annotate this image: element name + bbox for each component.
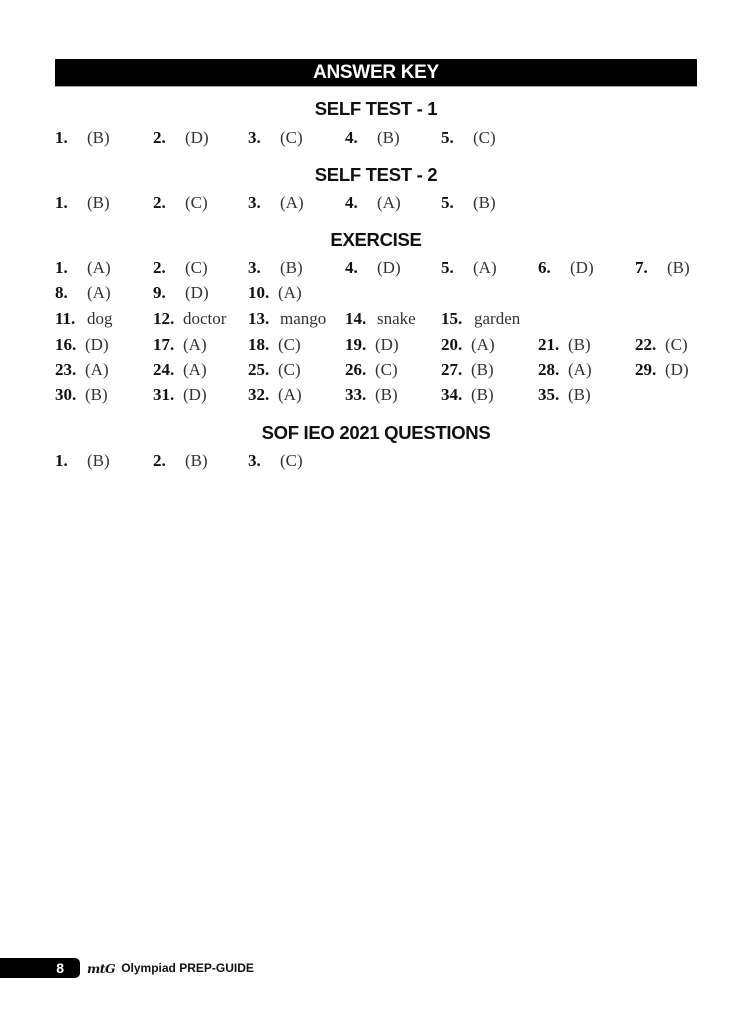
question-number: 21. xyxy=(538,335,560,354)
question-number: 4. xyxy=(345,193,358,212)
answer-item xyxy=(248,282,302,304)
question-number: 9. xyxy=(153,283,166,302)
answer-item xyxy=(55,282,111,304)
answer-value: (B) xyxy=(471,360,494,379)
answer-item xyxy=(55,257,111,279)
question-number: 11. xyxy=(55,309,76,328)
page-number-tab xyxy=(0,958,80,978)
answer-item xyxy=(248,257,303,279)
answer-value: doctor xyxy=(183,309,227,328)
answer-item xyxy=(345,127,400,149)
answer-value: (B) xyxy=(87,128,110,147)
answer-item xyxy=(441,334,495,356)
answer-value: (B) xyxy=(473,193,496,212)
answer-item xyxy=(248,359,301,381)
question-number: 2. xyxy=(153,193,166,212)
answer-value: (C) xyxy=(185,258,208,277)
answer-item xyxy=(635,334,688,356)
answer-row xyxy=(0,192,752,214)
answer-value: (C) xyxy=(278,335,301,354)
question-number: 35. xyxy=(538,385,560,404)
answer-item xyxy=(441,127,496,149)
answer-value: (A) xyxy=(377,193,401,212)
question-number: 23. xyxy=(55,360,77,379)
answer-row xyxy=(0,308,752,330)
answer-value: (B) xyxy=(185,451,208,470)
question-number: 3. xyxy=(248,193,261,212)
answer-item xyxy=(441,384,494,406)
answer-value: mango xyxy=(280,309,327,328)
footer-brand xyxy=(87,958,254,978)
answer-key-header-bar xyxy=(55,59,697,86)
answer-item xyxy=(345,192,401,214)
answer-item xyxy=(635,359,689,381)
answer-item xyxy=(55,359,109,381)
answer-row xyxy=(0,127,752,149)
answer-value: (C) xyxy=(280,451,303,470)
question-number: 1. xyxy=(55,451,68,470)
answer-item xyxy=(153,334,207,356)
question-number: 33. xyxy=(345,385,367,404)
question-number: 7. xyxy=(635,258,648,277)
answer-item xyxy=(55,450,110,472)
question-number: 18. xyxy=(248,335,270,354)
answer-row xyxy=(0,384,752,406)
question-number: 4. xyxy=(345,128,358,147)
answer-value: (B) xyxy=(471,385,494,404)
answer-value: (B) xyxy=(85,385,108,404)
answer-value: (B) xyxy=(568,385,591,404)
question-number: 14. xyxy=(345,309,367,328)
answer-item xyxy=(538,334,591,356)
answer-item xyxy=(345,334,399,356)
answer-value: (D) xyxy=(377,258,401,277)
answer-item xyxy=(441,192,496,214)
answer-value: (C) xyxy=(375,360,398,379)
question-number: 16. xyxy=(55,335,77,354)
question-number: 1. xyxy=(55,128,68,147)
answer-value: (B) xyxy=(377,128,400,147)
answer-value: (C) xyxy=(185,193,208,212)
answer-item xyxy=(248,384,302,406)
question-number: 19. xyxy=(345,335,367,354)
answer-value: (A) xyxy=(280,193,304,212)
answer-value: (A) xyxy=(183,335,207,354)
page-number: 8 xyxy=(56,960,64,976)
section-heading-exercise: EXERCISE xyxy=(330,229,422,250)
question-number: 15. xyxy=(441,309,463,328)
question-number: 24. xyxy=(153,360,175,379)
question-number: 20. xyxy=(441,335,463,354)
question-number: 5. xyxy=(441,258,454,277)
question-number: 32. xyxy=(248,385,270,404)
answer-value: (A) xyxy=(278,283,302,302)
answer-item xyxy=(153,127,209,149)
answer-value: (A) xyxy=(183,360,207,379)
question-number: 27. xyxy=(441,360,463,379)
answer-row xyxy=(0,359,752,381)
answer-value: (B) xyxy=(568,335,591,354)
answer-value: (B) xyxy=(667,258,690,277)
answer-item xyxy=(248,308,327,330)
question-number: 13. xyxy=(248,309,270,328)
question-number: 28. xyxy=(538,360,560,379)
mtg-logo-icon: mtG xyxy=(87,960,116,976)
answer-item xyxy=(55,384,108,406)
answer-value: (A) xyxy=(87,258,111,277)
answer-value: (B) xyxy=(280,258,303,277)
answer-item xyxy=(55,308,113,330)
question-number: 31. xyxy=(153,385,175,404)
question-number: 2. xyxy=(153,258,166,277)
answer-item xyxy=(153,359,207,381)
answer-item xyxy=(153,192,208,214)
question-number: 4. xyxy=(345,258,358,277)
answer-item xyxy=(441,359,494,381)
question-number: 30. xyxy=(55,385,77,404)
page-title: ANSWER KEY xyxy=(313,62,439,83)
question-number: 25. xyxy=(248,360,270,379)
answer-value: (C) xyxy=(665,335,688,354)
answer-value: (C) xyxy=(280,128,303,147)
question-number: 29. xyxy=(635,360,657,379)
answer-item xyxy=(345,384,398,406)
answer-value: (A) xyxy=(471,335,495,354)
answer-item xyxy=(538,257,594,279)
answer-item xyxy=(635,257,690,279)
question-number: 3. xyxy=(248,258,261,277)
answer-row xyxy=(0,282,752,304)
question-number: 10. xyxy=(248,283,270,302)
answer-value: (D) xyxy=(183,385,207,404)
answer-value: snake xyxy=(377,309,416,328)
answer-value: (A) xyxy=(473,258,497,277)
answer-value: (C) xyxy=(278,360,301,379)
answer-value: (D) xyxy=(185,283,209,302)
section-heading-self-test-2: SELF TEST - 2 xyxy=(314,164,438,185)
question-number: 26. xyxy=(345,360,367,379)
answer-value: (B) xyxy=(375,385,398,404)
answer-value: (A) xyxy=(278,385,302,404)
question-number: 5. xyxy=(441,193,454,212)
question-number: 2. xyxy=(153,128,166,147)
answer-item xyxy=(55,334,109,356)
question-number: 34. xyxy=(441,385,463,404)
question-number: 2. xyxy=(153,451,166,470)
answer-item xyxy=(538,384,591,406)
question-number: 5. xyxy=(441,128,454,147)
answer-item xyxy=(248,334,301,356)
answer-value: (D) xyxy=(665,360,689,379)
answer-value: (B) xyxy=(87,193,110,212)
answer-value: (A) xyxy=(568,360,592,379)
answer-item xyxy=(248,192,304,214)
section-heading-self-test-1: SELF TEST - 1 xyxy=(314,98,438,119)
question-number: 3. xyxy=(248,451,261,470)
answer-value: (B) xyxy=(87,451,110,470)
answer-value: (D) xyxy=(185,128,209,147)
answer-item xyxy=(345,257,401,279)
question-number: 22. xyxy=(635,335,657,354)
question-number: 17. xyxy=(153,335,175,354)
answer-item xyxy=(441,308,521,330)
answer-item xyxy=(345,359,398,381)
answer-item xyxy=(153,384,207,406)
answer-value: (C) xyxy=(473,128,496,147)
answer-value: (D) xyxy=(375,335,399,354)
answer-item xyxy=(55,192,110,214)
answer-value: (A) xyxy=(87,283,111,302)
section-heading-sof-ieo-2021: SOF IEO 2021 QUESTIONS xyxy=(261,422,491,443)
answer-item xyxy=(248,450,303,472)
answer-item xyxy=(153,282,209,304)
answer-value: (D) xyxy=(570,258,594,277)
question-number: 6. xyxy=(538,258,551,277)
answer-item xyxy=(153,308,227,330)
question-number: 1. xyxy=(55,258,68,277)
footer-brand-text: Olympiad PREP-GUIDE xyxy=(121,961,254,975)
question-number: 8. xyxy=(55,283,68,302)
answer-value: (D) xyxy=(85,335,109,354)
answer-row xyxy=(0,450,752,472)
answer-value: (A) xyxy=(85,360,109,379)
answer-row xyxy=(0,334,752,356)
answer-item xyxy=(153,450,208,472)
answer-item xyxy=(538,359,592,381)
answer-item xyxy=(248,127,303,149)
answer-item xyxy=(345,308,416,330)
answer-item xyxy=(441,257,497,279)
answer-value: garden xyxy=(474,309,521,328)
answer-item xyxy=(153,257,208,279)
answer-item xyxy=(55,127,110,149)
answer-value: dog xyxy=(87,309,113,328)
answer-row xyxy=(0,257,752,279)
question-number: 1. xyxy=(55,193,68,212)
question-number: 12. xyxy=(153,309,175,328)
question-number: 3. xyxy=(248,128,261,147)
